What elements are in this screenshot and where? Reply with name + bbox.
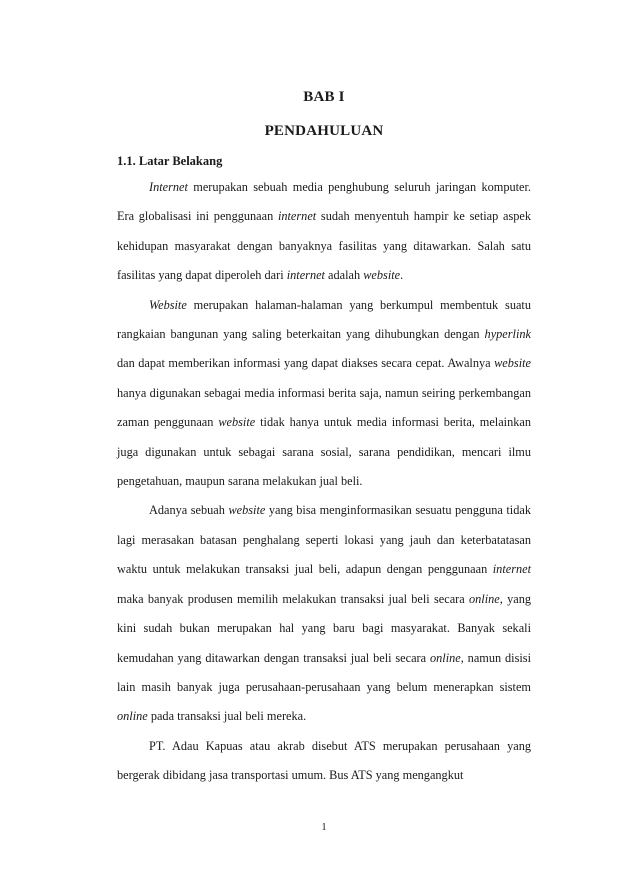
text-run: dan dapat memberikan informasi yang dapat diakses secara cepat. Awalnya [117, 356, 495, 371]
italic-term: website [363, 268, 401, 283]
italic-term: online [117, 709, 148, 724]
italic-term: internet [277, 209, 317, 224]
paragraph [117, 732, 531, 791]
body-text [117, 173, 531, 791]
text-run: merupakan halaman-halaman yang berkumpul membentuk suatu rangkaian bangunan yang saling beterkaitan yang dihubungkan dengan [117, 297, 531, 342]
chapter-number: BAB I [303, 89, 345, 105]
italic-term: hyperlink [484, 327, 531, 342]
text-run: Adanya sebuah [149, 503, 229, 518]
chapter-title: PENDAHULUAN [264, 123, 384, 139]
italic-term: Internet [149, 180, 188, 194]
text-run: hanya digunakan sebagai media informasi berita saja, namun seiring perkembangan zaman penggunaan [117, 385, 531, 430]
text-run: PT. Adau Kapuas atau akrab disebut ATS merupakan perusahaan yang bergerak dibidang jasa transportasi umum. Bus ATS yang mengangkut [117, 738, 531, 783]
italic-term: website [218, 415, 256, 430]
paragraph [117, 291, 531, 497]
text-run: maka banyak produsen memilih melakukan transaksi jual beli secara [117, 591, 469, 606]
text-run: yang bisa menginformasikan sesuatu pengguna tidak lagi merasakan batasan penghalang seperti lokasi yang jauh dan keterbatatasan waktu untuk melakukan transaksi jual beli, adapun dengan penggunaan [117, 503, 531, 577]
italic-term: website [228, 503, 266, 518]
italic-term: website [494, 356, 531, 371]
text-run: , yang kini sudah bukan merupakan hal yang baru bagi masyarakat. Banyak sekali kemudahan yang ditawarkan dengan transaksi jual beli secara [117, 591, 531, 665]
text-run: tidak hanya untuk media informasi berita, melainkan juga digunakan untuk sebagai sarana sosial, sarana pendidikan, mencari ilmu pengetahuan, maupun sarana melakukan jual beli. [117, 415, 532, 489]
text-run: , namun disisi lain masih banyak juga perusahaan-perusahaan yang belum menerapkan sistem [117, 650, 531, 694]
text-run: sudah menyentuh hampir ke setiap aspek kehidupan masyarakat dengan banyaknya fasilitas yang ditawarkan. Salah satu fasilitas yang dapat diperoleh dari [117, 209, 531, 283]
section-heading: 1.1. Latar Belakang [117, 154, 223, 168]
italic-term: online [429, 650, 461, 665]
text-run: pada transaksi jual beli mereka. [147, 709, 307, 724]
italic-term: internet [286, 268, 325, 283]
page-number: 1 [321, 822, 327, 833]
text-run: adalah [324, 268, 364, 283]
italic-term: Website [149, 297, 187, 312]
italic-term: internet [492, 562, 531, 577]
italic-term: online [468, 591, 500, 606]
text-run: merupakan sebuah media penghubung seluruh jaringan komputer. Era globalisasi ini penggunaan [117, 180, 531, 224]
paragraph [117, 496, 531, 731]
paragraph [117, 173, 531, 291]
text-run: . [400, 268, 404, 283]
